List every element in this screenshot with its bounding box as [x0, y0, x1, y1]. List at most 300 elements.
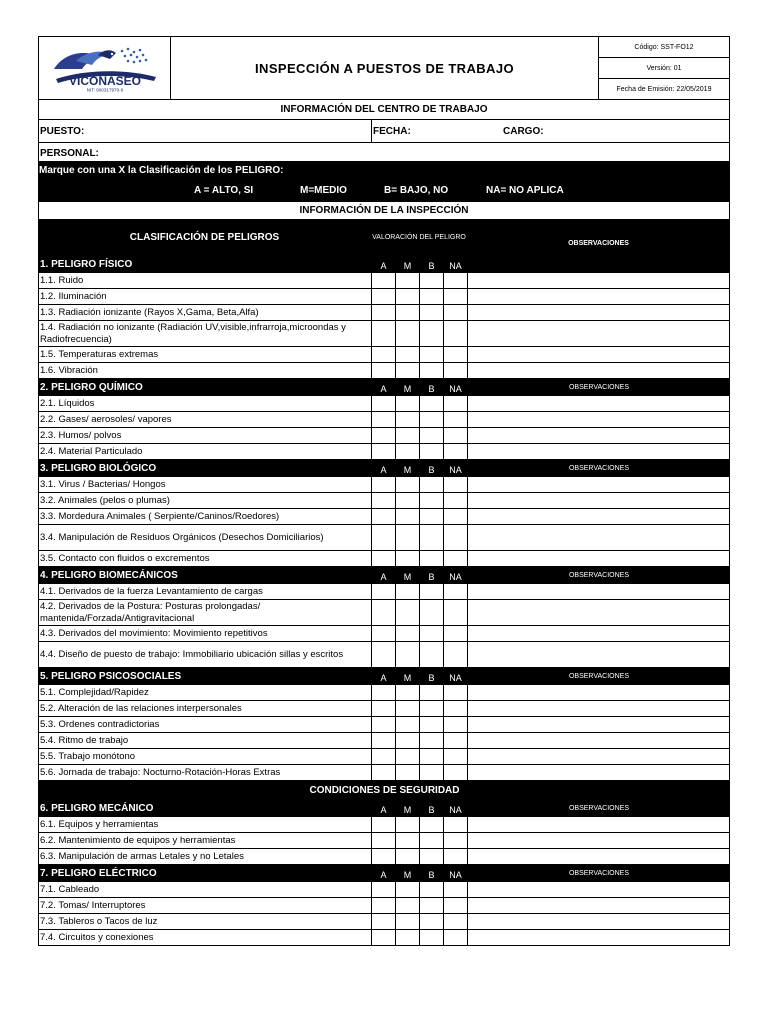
- rating-na-cell[interactable]: [444, 685, 468, 701]
- condiciones-seguridad-row: [39, 781, 730, 800]
- rating-b-cell[interactable]: [420, 765, 444, 781]
- observaciones-cell[interactable]: [468, 914, 730, 930]
- observaciones-cell[interactable]: [468, 733, 730, 749]
- rating-a-cell[interactable]: [372, 701, 396, 717]
- inspection-section-title: INFORMACIÓN DE LA INSPECCIÓN: [38, 202, 730, 220]
- category-observaciones-header: OBSERVACIONES: [468, 567, 730, 584]
- rating-a-cell[interactable]: [372, 444, 396, 460]
- rating-m-cell[interactable]: [396, 493, 420, 509]
- rating-a-cell[interactable]: [372, 428, 396, 444]
- hazard-item-row: [39, 701, 730, 717]
- rating-a-cell[interactable]: [372, 551, 396, 567]
- rating-b-cell[interactable]: [420, 509, 444, 525]
- rating-na-cell[interactable]: [444, 733, 468, 749]
- hazard-item-row: [39, 914, 730, 930]
- hazard-column-headers: [38, 220, 730, 255]
- hazard-item-row: [39, 765, 730, 781]
- hazard-item-row: [39, 477, 730, 493]
- rating-na-cell[interactable]: [444, 930, 468, 946]
- rating-m-cell[interactable]: [396, 642, 420, 668]
- rating-na-cell[interactable]: [444, 600, 468, 626]
- hazard-item-row: [39, 930, 730, 946]
- rating-col-b: B: [420, 668, 444, 685]
- legend-no-aplica: NA= NO APLICA: [486, 185, 564, 196]
- hazards-table: [38, 255, 730, 946]
- rating-b-cell[interactable]: [420, 477, 444, 493]
- rating-a-cell[interactable]: [372, 347, 396, 363]
- hazard-item-label: 5.6. Jornada de trabajo: Nocturno-Rotación-Horas Extras: [39, 765, 372, 781]
- rating-m-cell[interactable]: [396, 749, 420, 765]
- rating-b-cell[interactable]: [420, 685, 444, 701]
- rating-b-cell[interactable]: [420, 525, 444, 551]
- hazard-item-row: [39, 817, 730, 833]
- hazard-item-label: 2.2. Gases/ aerosoles/ vapores: [39, 412, 372, 428]
- hazard-item-row: [39, 833, 730, 849]
- codigo-label: Código: SST-FO12: [599, 37, 729, 58]
- observaciones-cell[interactable]: [468, 600, 730, 626]
- hazard-item-label: 1.6. Vibración: [39, 363, 372, 379]
- hazard-item-label: 4.1. Derivados de la fuerza Levantamiento de cargas: [39, 584, 372, 600]
- hazard-category-row: [39, 800, 730, 817]
- rating-na-cell[interactable]: [444, 749, 468, 765]
- hazard-item-label: 4.4. Diseño de puesto de trabajo: Immobiliario ubicación sillas y escritos: [39, 642, 372, 668]
- observaciones-cell[interactable]: [468, 444, 730, 460]
- rating-na-cell[interactable]: [444, 584, 468, 600]
- rating-a-cell[interactable]: [372, 717, 396, 733]
- rating-b-cell[interactable]: [420, 717, 444, 733]
- rating-col-a: A: [372, 800, 396, 817]
- rating-m-cell[interactable]: [396, 412, 420, 428]
- eagle-logo-icon: [46, 43, 164, 93]
- rating-col-a: A: [372, 865, 396, 882]
- rating-b-cell[interactable]: [420, 273, 444, 289]
- rating-na-cell[interactable]: [444, 914, 468, 930]
- observaciones-cell[interactable]: [468, 493, 730, 509]
- observaciones-cell[interactable]: [468, 584, 730, 600]
- valoracion-header: VALORACIÓN DEL PELIGRO: [372, 234, 466, 241]
- rating-b-cell[interactable]: [420, 347, 444, 363]
- rating-col-na: NA: [444, 460, 468, 477]
- hazard-item-label: 7.2. Tomas/ Interruptores: [39, 898, 372, 914]
- rating-b-cell[interactable]: [420, 930, 444, 946]
- rating-m-cell[interactable]: [396, 444, 420, 460]
- hazard-item-label: 4.2. Derivados de la Postura: Posturas prolongadas/ mantenida/Forzada/Antigravitacional: [39, 600, 372, 626]
- hazard-category-row: [39, 567, 730, 584]
- observaciones-cell[interactable]: [468, 717, 730, 733]
- hazard-item-label: 3.2. Animales (pelos o plumas): [39, 493, 372, 509]
- hazard-category-row: [39, 460, 730, 477]
- form-title: INSPECCIÓN A PUESTOS DE TRABAJO: [171, 37, 599, 99]
- rating-col-b: B: [420, 379, 444, 396]
- version-label: Versión: 01: [599, 58, 729, 79]
- hazard-item-row: [39, 551, 730, 567]
- observaciones-cell[interactable]: [468, 509, 730, 525]
- observaciones-cell[interactable]: [468, 305, 730, 321]
- rating-m-cell[interactable]: [396, 509, 420, 525]
- rating-na-cell[interactable]: [444, 347, 468, 363]
- rating-m-cell[interactable]: [396, 898, 420, 914]
- hazard-item-label: 1.3. Radiación ionizante (Rayos X,Gama, Beta,Alfa): [39, 305, 372, 321]
- rating-a-cell[interactable]: [372, 509, 396, 525]
- rating-col-a: A: [372, 668, 396, 685]
- rating-m-cell[interactable]: [396, 347, 420, 363]
- observaciones-cell[interactable]: [468, 396, 730, 412]
- category-observaciones-header: OBSERVACIONES: [468, 865, 730, 882]
- hazard-item-label: 1.2. Iluminación: [39, 289, 372, 305]
- rating-na-cell[interactable]: [444, 321, 468, 347]
- rating-b-cell[interactable]: [420, 428, 444, 444]
- rating-col-m: M: [396, 379, 420, 396]
- observaciones-cell[interactable]: [468, 347, 730, 363]
- rating-na-cell[interactable]: [444, 444, 468, 460]
- fecha-field[interactable]: FECHA:: [373, 125, 411, 137]
- hazard-item-label: 3.4. Manipulación de Residuos Orgánicos (Desechos Domiciliarios): [39, 525, 372, 551]
- rating-na-cell[interactable]: [444, 882, 468, 898]
- hazard-item-label: 3.1. Virus / Bacterias/ Hongos: [39, 477, 372, 493]
- rating-m-cell[interactable]: [396, 289, 420, 305]
- rating-na-cell[interactable]: [444, 428, 468, 444]
- rating-na-cell[interactable]: [444, 833, 468, 849]
- rating-col-b: B: [420, 865, 444, 882]
- hazard-item-label: 2.4. Material Particulado: [39, 444, 372, 460]
- rating-b-cell[interactable]: [420, 626, 444, 642]
- rating-b-cell[interactable]: [420, 898, 444, 914]
- rating-b-cell[interactable]: [420, 444, 444, 460]
- rating-m-cell[interactable]: [396, 626, 420, 642]
- hazard-item-label: 1.1. Ruido: [39, 273, 372, 289]
- hazard-category-title: 4. PELIGRO BIOMECÁNICOS: [39, 567, 372, 584]
- category-observaciones-header: OBSERVACIONES: [468, 668, 730, 685]
- hazard-item-row: [39, 898, 730, 914]
- rating-a-cell[interactable]: [372, 396, 396, 412]
- rating-a-cell[interactable]: [372, 477, 396, 493]
- rating-b-cell[interactable]: [420, 396, 444, 412]
- rating-col-a: A: [372, 379, 396, 396]
- rating-col-m: M: [396, 668, 420, 685]
- hazard-item-label: 5.3. Ordenes contradictorias: [39, 717, 372, 733]
- hazard-item-row: [39, 428, 730, 444]
- hazard-item-label: 5.1. Complejidad/Rapidez: [39, 685, 372, 701]
- hazard-item-label: 4.3. Derivados del movimiento: Movimiento repetitivos: [39, 626, 372, 642]
- hazard-item-label: 7.3. Tableros o Tacos de luz: [39, 914, 372, 930]
- hazard-item-row: [39, 525, 730, 551]
- rating-na-cell[interactable]: [444, 817, 468, 833]
- hazard-item-label: 5.4. Ritmo de trabajo: [39, 733, 372, 749]
- hazard-item-label: 2.3. Humos/ polvos: [39, 428, 372, 444]
- rating-col-na: NA: [444, 800, 468, 817]
- rating-m-cell[interactable]: [396, 551, 420, 567]
- rating-legend: [38, 178, 730, 202]
- rating-b-cell[interactable]: [420, 882, 444, 898]
- hazard-item-row: [39, 289, 730, 305]
- rating-b-cell[interactable]: [420, 833, 444, 849]
- rating-m-cell[interactable]: [396, 930, 420, 946]
- rating-col-b: B: [420, 256, 444, 273]
- rating-m-cell[interactable]: [396, 273, 420, 289]
- observaciones-cell[interactable]: [468, 701, 730, 717]
- rating-na-cell[interactable]: [444, 305, 468, 321]
- rating-a-cell[interactable]: [372, 363, 396, 379]
- hazard-category-row: [39, 668, 730, 685]
- rating-na-cell[interactable]: [444, 273, 468, 289]
- clasificacion-header: CLASIFICACIÓN DE PELIGROS: [129, 232, 280, 243]
- hazard-item-label: 6.2. Mantenimiento de equipos y herramientas: [39, 833, 372, 849]
- hazard-category-title: 5. PELIGRO PSICOSOCIALES: [39, 668, 372, 685]
- rating-na-cell[interactable]: [444, 289, 468, 305]
- rating-m-cell[interactable]: [396, 701, 420, 717]
- hazard-item-label: 5.2. Alteración de las relaciones interpersonales: [39, 701, 372, 717]
- rating-a-cell[interactable]: [372, 749, 396, 765]
- observaciones-cell[interactable]: [468, 930, 730, 946]
- hazard-item-label: 1.5. Temperaturas extremas: [39, 347, 372, 363]
- rating-m-cell[interactable]: [396, 321, 420, 347]
- hazard-item-row: [39, 493, 730, 509]
- hazard-category-title: 1. PELIGRO FÍSICO: [39, 256, 372, 273]
- rating-a-cell[interactable]: [372, 321, 396, 347]
- rating-col-na: NA: [444, 256, 468, 273]
- rating-b-cell[interactable]: [420, 600, 444, 626]
- rating-na-cell[interactable]: [444, 849, 468, 865]
- hazard-item-row: [39, 600, 730, 626]
- rating-a-cell[interactable]: [372, 525, 396, 551]
- hazard-item-row: [39, 882, 730, 898]
- hazard-item-row: [39, 626, 730, 642]
- rating-col-b: B: [420, 460, 444, 477]
- category-observaciones-header: OBSERVACIONES: [468, 800, 730, 817]
- rating-m-cell[interactable]: [396, 477, 420, 493]
- rating-a-cell[interactable]: [372, 849, 396, 865]
- rating-a-cell[interactable]: [372, 289, 396, 305]
- hazard-item-label: 1.4. Radiación no ionizante (Radiación UV,visible,infrarroja,microondas y Radiofrecuencia): [39, 321, 372, 347]
- rating-a-cell[interactable]: [372, 493, 396, 509]
- hazard-item-row: [39, 685, 730, 701]
- condiciones-seguridad-title: CONDICIONES DE SEGURIDAD: [39, 781, 730, 800]
- hazard-item-row: [39, 396, 730, 412]
- rating-b-cell[interactable]: [420, 412, 444, 428]
- observaciones-cell[interactable]: [468, 412, 730, 428]
- observaciones-cell[interactable]: [468, 626, 730, 642]
- observaciones-cell[interactable]: [468, 273, 730, 289]
- observaciones-cell[interactable]: [468, 477, 730, 493]
- rating-na-cell[interactable]: [444, 509, 468, 525]
- rating-m-cell[interactable]: [396, 717, 420, 733]
- rating-b-cell[interactable]: [420, 642, 444, 668]
- rating-a-cell[interactable]: [372, 914, 396, 930]
- rating-b-cell[interactable]: [420, 817, 444, 833]
- rating-col-a: A: [372, 460, 396, 477]
- rating-na-cell[interactable]: [444, 551, 468, 567]
- rating-col-na: NA: [444, 668, 468, 685]
- observaciones-cell[interactable]: [468, 898, 730, 914]
- rating-b-cell[interactable]: [420, 733, 444, 749]
- rating-a-cell[interactable]: [372, 273, 396, 289]
- observaciones-cell[interactable]: [468, 321, 730, 347]
- observaciones-header: OBSERVACIONES: [568, 240, 629, 247]
- observaciones-cell[interactable]: [468, 642, 730, 668]
- observaciones-cell[interactable]: [468, 833, 730, 849]
- rating-col-m: M: [396, 800, 420, 817]
- rating-m-cell[interactable]: [396, 363, 420, 379]
- observaciones-cell[interactable]: [468, 551, 730, 567]
- observaciones-cell[interactable]: [468, 525, 730, 551]
- puesto-field[interactable]: PUESTO:: [39, 120, 372, 142]
- hazard-category-row: [39, 865, 730, 882]
- rating-a-cell[interactable]: [372, 626, 396, 642]
- document-metadata: [599, 37, 729, 99]
- observaciones-cell[interactable]: [468, 765, 730, 781]
- rating-a-cell[interactable]: [372, 817, 396, 833]
- observaciones-cell[interactable]: [468, 428, 730, 444]
- rating-a-cell[interactable]: [372, 833, 396, 849]
- rating-a-cell[interactable]: [372, 412, 396, 428]
- info-fields-row: [38, 120, 730, 143]
- category-observaciones-header: OBSERVACIONES: [468, 379, 730, 396]
- hazard-item-label: 2.1. Líquidos: [39, 396, 372, 412]
- instructions-text: Marque con una X la Clasificación de los PELIGRO:: [39, 164, 284, 176]
- hazard-item-row: [39, 749, 730, 765]
- rating-col-na: NA: [444, 567, 468, 584]
- logo-nit: NIT: 900317970-6: [86, 87, 123, 93]
- logo-wordmark: VICONASEO: [68, 74, 141, 88]
- legend-medio: M=MEDIO: [300, 185, 347, 196]
- hazard-category-row: [39, 256, 730, 273]
- hazard-category-title: 6. PELIGRO MECÁNICO: [39, 800, 372, 817]
- rating-b-cell[interactable]: [420, 914, 444, 930]
- hazard-category-title: 2. PELIGRO QUÍMICO: [39, 379, 372, 396]
- rating-a-cell[interactable]: [372, 898, 396, 914]
- rating-a-cell[interactable]: [372, 765, 396, 781]
- hazard-item-label: 7.1. Cableado: [39, 882, 372, 898]
- hazard-item-label: 3.5. Contacto con fluidos o excrementos: [39, 551, 372, 567]
- legend-alto: A = ALTO, SI: [194, 185, 254, 196]
- rating-col-m: M: [396, 460, 420, 477]
- hazard-item-row: [39, 363, 730, 379]
- hazard-item-row: [39, 305, 730, 321]
- rating-m-cell[interactable]: [396, 733, 420, 749]
- hazard-category-title: 7. PELIGRO ELÉCTRICO: [39, 865, 372, 882]
- hazard-category-row: [39, 379, 730, 396]
- hazard-item-row: [39, 717, 730, 733]
- observaciones-cell[interactable]: [468, 685, 730, 701]
- rating-b-cell[interactable]: [420, 305, 444, 321]
- rating-b-cell[interactable]: [420, 849, 444, 865]
- rating-m-cell[interactable]: [396, 685, 420, 701]
- rating-b-cell[interactable]: [420, 551, 444, 567]
- observaciones-cell[interactable]: [468, 882, 730, 898]
- rating-a-cell[interactable]: [372, 685, 396, 701]
- rating-a-cell[interactable]: [372, 305, 396, 321]
- rating-b-cell[interactable]: [420, 493, 444, 509]
- rating-b-cell[interactable]: [420, 701, 444, 717]
- observaciones-cell[interactable]: [468, 817, 730, 833]
- observaciones-cell[interactable]: [468, 749, 730, 765]
- observaciones-cell[interactable]: [468, 363, 730, 379]
- hazard-item-row: [39, 509, 730, 525]
- rating-col-m: M: [396, 256, 420, 273]
- hazard-item-row: [39, 642, 730, 668]
- hazard-item-label: 5.5. Trabajo monótono: [39, 749, 372, 765]
- company-logo: [39, 37, 171, 99]
- rating-col-na: NA: [444, 379, 468, 396]
- hazard-item-row: [39, 321, 730, 347]
- cargo-field[interactable]: CARGO:: [503, 125, 544, 137]
- rating-a-cell[interactable]: [372, 882, 396, 898]
- rating-a-cell[interactable]: [372, 733, 396, 749]
- rating-na-cell[interactable]: [444, 642, 468, 668]
- rating-na-cell[interactable]: [444, 396, 468, 412]
- rating-na-cell[interactable]: [444, 765, 468, 781]
- hazard-item-label: 3.3. Mordedura Animales ( Serpiente/Caninos/Roedores): [39, 509, 372, 525]
- rating-col-m: M: [396, 567, 420, 584]
- hazard-item-label: 6.1. Equipos y herramientas: [39, 817, 372, 833]
- rating-na-cell[interactable]: [444, 363, 468, 379]
- rating-col-a: A: [372, 567, 396, 584]
- inspection-form: [38, 36, 730, 946]
- rating-m-cell[interactable]: [396, 428, 420, 444]
- hazard-item-row: [39, 849, 730, 865]
- form-header: [38, 36, 730, 100]
- rating-b-cell[interactable]: [420, 584, 444, 600]
- hazard-item-row: [39, 444, 730, 460]
- category-observaciones-header: OBSERVACIONES: [468, 460, 730, 477]
- rating-na-cell[interactable]: [444, 412, 468, 428]
- rating-m-cell[interactable]: [396, 305, 420, 321]
- rating-na-cell[interactable]: [444, 717, 468, 733]
- rating-col-a: A: [372, 256, 396, 273]
- rating-b-cell[interactable]: [420, 363, 444, 379]
- rating-m-cell[interactable]: [396, 833, 420, 849]
- rating-b-cell[interactable]: [420, 289, 444, 305]
- category-observaciones-header: [468, 256, 730, 273]
- rating-a-cell[interactable]: [372, 584, 396, 600]
- centro-section-title: INFORMACIÓN DEL CENTRO DE TRABAJO: [38, 100, 730, 120]
- rating-m-cell[interactable]: [396, 396, 420, 412]
- rating-b-cell[interactable]: [420, 321, 444, 347]
- rating-m-cell[interactable]: [396, 914, 420, 930]
- hazard-category-title: 3. PELIGRO BIOLÓGICO: [39, 460, 372, 477]
- rating-col-na: NA: [444, 865, 468, 882]
- rating-a-cell[interactable]: [372, 600, 396, 626]
- hazard-item-label: 7.4. Circuitos y conexiones: [39, 930, 372, 946]
- observaciones-cell[interactable]: [468, 289, 730, 305]
- rating-m-cell[interactable]: [396, 849, 420, 865]
- hazard-item-row: [39, 273, 730, 289]
- rating-col-b: B: [420, 567, 444, 584]
- rating-na-cell[interactable]: [444, 477, 468, 493]
- rating-m-cell[interactable]: [396, 817, 420, 833]
- rating-na-cell[interactable]: [444, 493, 468, 509]
- rating-b-cell[interactable]: [420, 749, 444, 765]
- rating-na-cell[interactable]: [444, 626, 468, 642]
- personal-field[interactable]: PERSONAL:: [38, 143, 730, 162]
- rating-col-m: M: [396, 865, 420, 882]
- fecha-emision-label: Fecha de Emisión: 22/05/2019: [616, 85, 712, 93]
- legend-bajo: B= BAJO, NO: [384, 185, 449, 196]
- rating-m-cell[interactable]: [396, 584, 420, 600]
- rating-na-cell[interactable]: [444, 898, 468, 914]
- hazard-item-label: 6.3. Manipulación de armas Letales y no Letales: [39, 849, 372, 865]
- rating-m-cell[interactable]: [396, 882, 420, 898]
- rating-a-cell[interactable]: [372, 642, 396, 668]
- hazard-item-row: [39, 412, 730, 428]
- observaciones-cell[interactable]: [468, 849, 730, 865]
- rating-na-cell[interactable]: [444, 525, 468, 551]
- rating-na-cell[interactable]: [444, 701, 468, 717]
- rating-m-cell[interactable]: [396, 525, 420, 551]
- rating-m-cell[interactable]: [396, 600, 420, 626]
- rating-m-cell[interactable]: [396, 765, 420, 781]
- rating-a-cell[interactable]: [372, 930, 396, 946]
